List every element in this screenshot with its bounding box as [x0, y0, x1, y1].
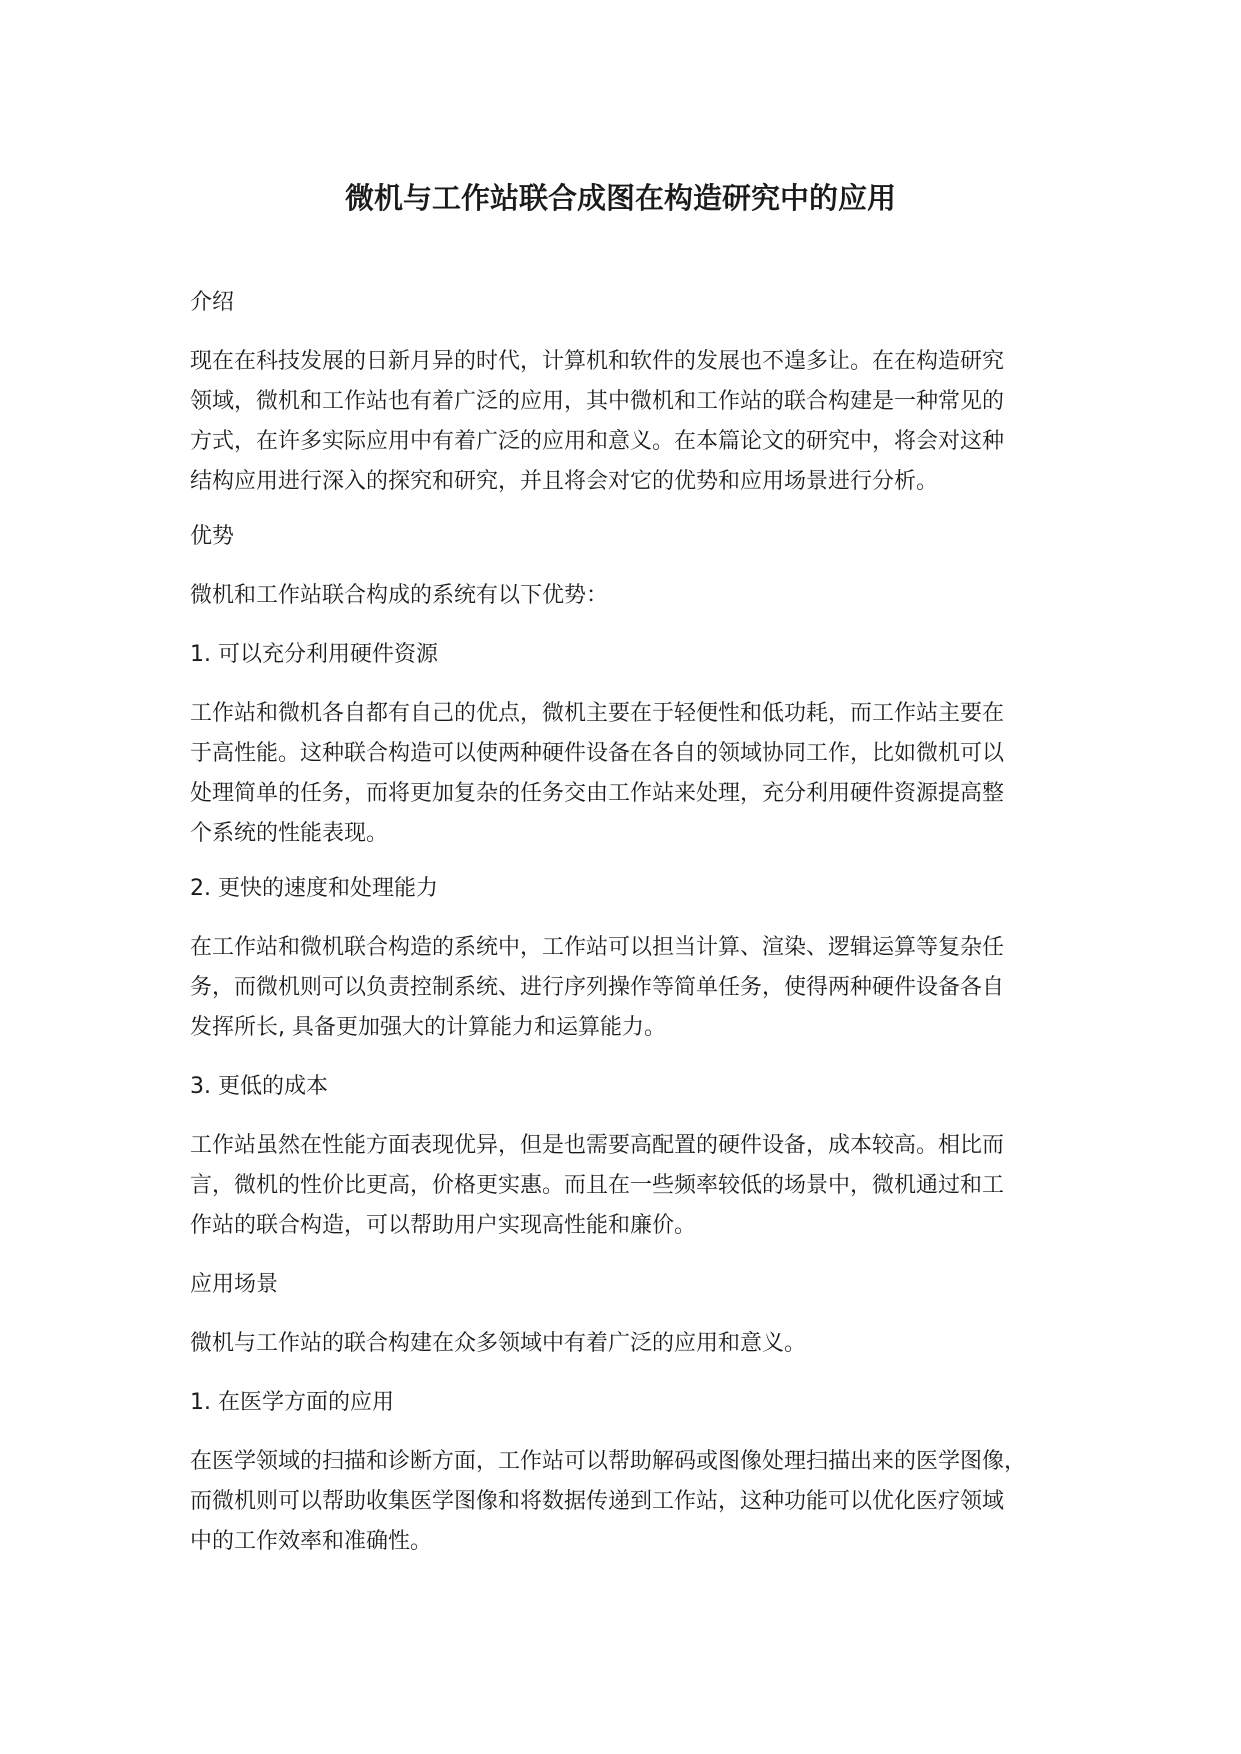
subheading-advantage-2 [190, 869, 1080, 909]
text-line: 而微机则可以帮助收集医学图像和将数据传递到工作站，这种功能可以优化医疗领域 [190, 1489, 1005, 1514]
text-line: 在医学领域的扫描和诊断方面，工作站可以帮助解码或图像处理扫描出来的医学图像， [190, 1449, 1027, 1474]
text-line: 现在在科技发展的日新月异的时代，计算机和软件的发展也不遑多让。在在构造研究 [190, 349, 1005, 374]
text-line: 微机和工作站联合构成的系统有以下优势： [190, 583, 609, 608]
text-line: 3. 更低的成本 [190, 1074, 328, 1099]
subheading-application-1 [190, 1383, 1080, 1423]
text-line: 1. 在医学方面的应用 [190, 1390, 394, 1415]
paragraph-advantage-3 [190, 1126, 1080, 1246]
paragraph-applications-intro [190, 1324, 1080, 1364]
text-line: 微机与工作站的联合构建在众多领域中有着广泛的应用和意义。 [190, 1331, 807, 1356]
paragraph-advantage-2 [190, 928, 1080, 1048]
section-heading-applications [190, 1265, 1080, 1305]
text-line: 处理简单的任务，而将更加复杂的任务交由工作站来处理，充分利用硬件资源提高整 [190, 781, 1005, 806]
paragraph-advantages-intro [190, 576, 1080, 616]
text-line: 在工作站和微机联合构造的系统中，工作站可以担当计算、渲染、逻辑运算等复杂任 [190, 935, 1005, 960]
paragraph-intro [190, 342, 1080, 502]
text-line: 2. 更快的速度和处理能力 [190, 876, 438, 901]
text-line: 务，而微机则可以负责控制系统、进行序列操作等简单任务，使得两种硬件设备各自 [190, 975, 1005, 1000]
document-body [190, 283, 1080, 1562]
section-heading-advantages [190, 517, 1080, 557]
text-line: 中的工作效率和准确性。 [190, 1529, 433, 1554]
text-line: 于高性能。这种联合构造可以使两种硬件设备在各自的领域协同工作，比如微机可以 [190, 741, 1005, 766]
text-line: 工作站虽然在性能方面表现优异，但是也需要高配置的硬件设备，成本较高。相比而 [190, 1133, 1005, 1158]
text-line: 介绍 [190, 290, 235, 315]
text-line: 作站的联合构造，可以帮助用户实现高性能和廉价。 [190, 1213, 697, 1238]
subheading-advantage-3 [190, 1067, 1080, 1107]
text-line: 1. 可以充分利用硬件资源 [190, 642, 438, 667]
section-heading-intro [190, 283, 1080, 323]
text-line: 领域，微机和工作站也有着广泛的应用，其中微机和工作站的联合构建是一种常见的 [190, 389, 1005, 414]
paragraph-advantage-1 [190, 694, 1080, 854]
text-line: 工作站和微机各自都有自己的优点，微机主要在于轻便性和低功耗，而工作站主要在 [190, 701, 1005, 726]
subheading-advantage-1 [190, 635, 1080, 675]
text-line: 方式，在许多实际应用中有着广泛的应用和意义。在本篇论文的研究中，将会对这种 [190, 429, 1005, 454]
document-title: 微机与工作站联合成图在构造研究中的应用 [344, 181, 896, 215]
text-line: 言，微机的性价比更高，价格更实惠。而且在一些频率较低的场景中，微机通过和工 [190, 1173, 1005, 1198]
text-line: 个系统的性能表现。 [190, 821, 389, 846]
text-line: 结构应用进行深入的探究和研究，并且将会对它的优势和应用场景进行分析。 [190, 469, 939, 494]
text-line: 优势 [190, 524, 235, 549]
paragraph-application-1 [190, 1442, 1080, 1562]
text-line: 应用场景 [190, 1272, 279, 1297]
text-line: 发挥所长, 具备更加强大的计算能力和运算能力。 [190, 1015, 666, 1040]
